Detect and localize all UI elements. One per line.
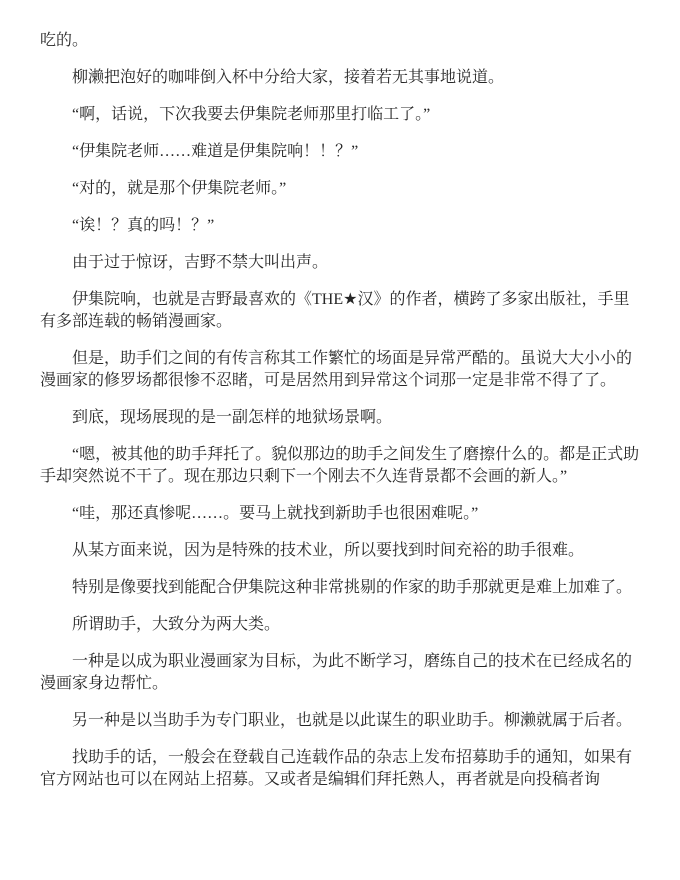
paragraph: 由于过于惊讶，吉野不禁大叫出声。 bbox=[72, 254, 329, 271]
paragraph: 另一种是以当助手为专门职业，也就是以此谋生的职业助手。柳濑就属于后者。 bbox=[72, 712, 633, 729]
paragraph: 找助手的话，一般会在登载自己连载作品的杂志上发布招募助手的通知，如果有官方网站也可以在网站上招募。又或者是编辑们拜托熟人，再者就是向投稿者询 bbox=[40, 749, 633, 788]
text-container bbox=[40, 30, 642, 791]
paragraph: “啊，话说，下次我要去伊集院老师那里打临工了。” bbox=[72, 106, 431, 123]
paragraph: 吃的。 bbox=[40, 32, 89, 49]
paragraph: 所谓助手，大致分为两大类。 bbox=[72, 616, 281, 633]
paragraph: 从某方面来说，因为是特殊的技术业，所以要找到时间充裕的助手很难。 bbox=[72, 542, 585, 559]
paragraph: “哇，那还真惨呢……。要马上就找到新助手也很困难呢。” bbox=[72, 505, 479, 522]
paragraph: “对的，就是那个伊集院老师。” bbox=[72, 180, 287, 197]
paragraph: 伊集院响，也就是吉野最喜欢的《THE★汉》的作者，横跨了多家出版社，手里有多部连载的畅销漫画家。 bbox=[40, 291, 630, 330]
paragraph: “嗯，被其他的助手拜托了。貌似那边的助手之间发生了磨擦什么的。都是正式助手却突然说不干了。现在那边只剩下一个刚去不久连背景都不会画的新人。” bbox=[40, 446, 640, 485]
paragraph: “诶！？真的吗！？” bbox=[72, 217, 215, 234]
paragraph: 一种是以成为职业漫画家为目标，为此不断学习，磨练自己的技术在已经成名的漫画家身边帮忙。 bbox=[40, 653, 633, 692]
paragraph: 但是，助手们之间的有传言称其工作繁忙的场面是异常严酷的。虽说大大小小的漫画家的修罗场都很惨不忍睹，可是居然用到异常这个词那一定是非常不得了了。 bbox=[40, 350, 633, 389]
paragraph: 到底，现场展现的是一副怎样的地狱场景啊。 bbox=[72, 409, 393, 426]
paragraph: 特别是像要找到能配合伊集院这种非常挑剔的作家的助手那就更是难上加难了。 bbox=[72, 579, 633, 596]
paragraph: “伊集院老师……难道是伊集院响！！？” bbox=[72, 143, 359, 160]
paragraph: 柳濑把泡好的咖啡倒入杯中分给大家，接着若无其事地说道。 bbox=[72, 69, 505, 86]
